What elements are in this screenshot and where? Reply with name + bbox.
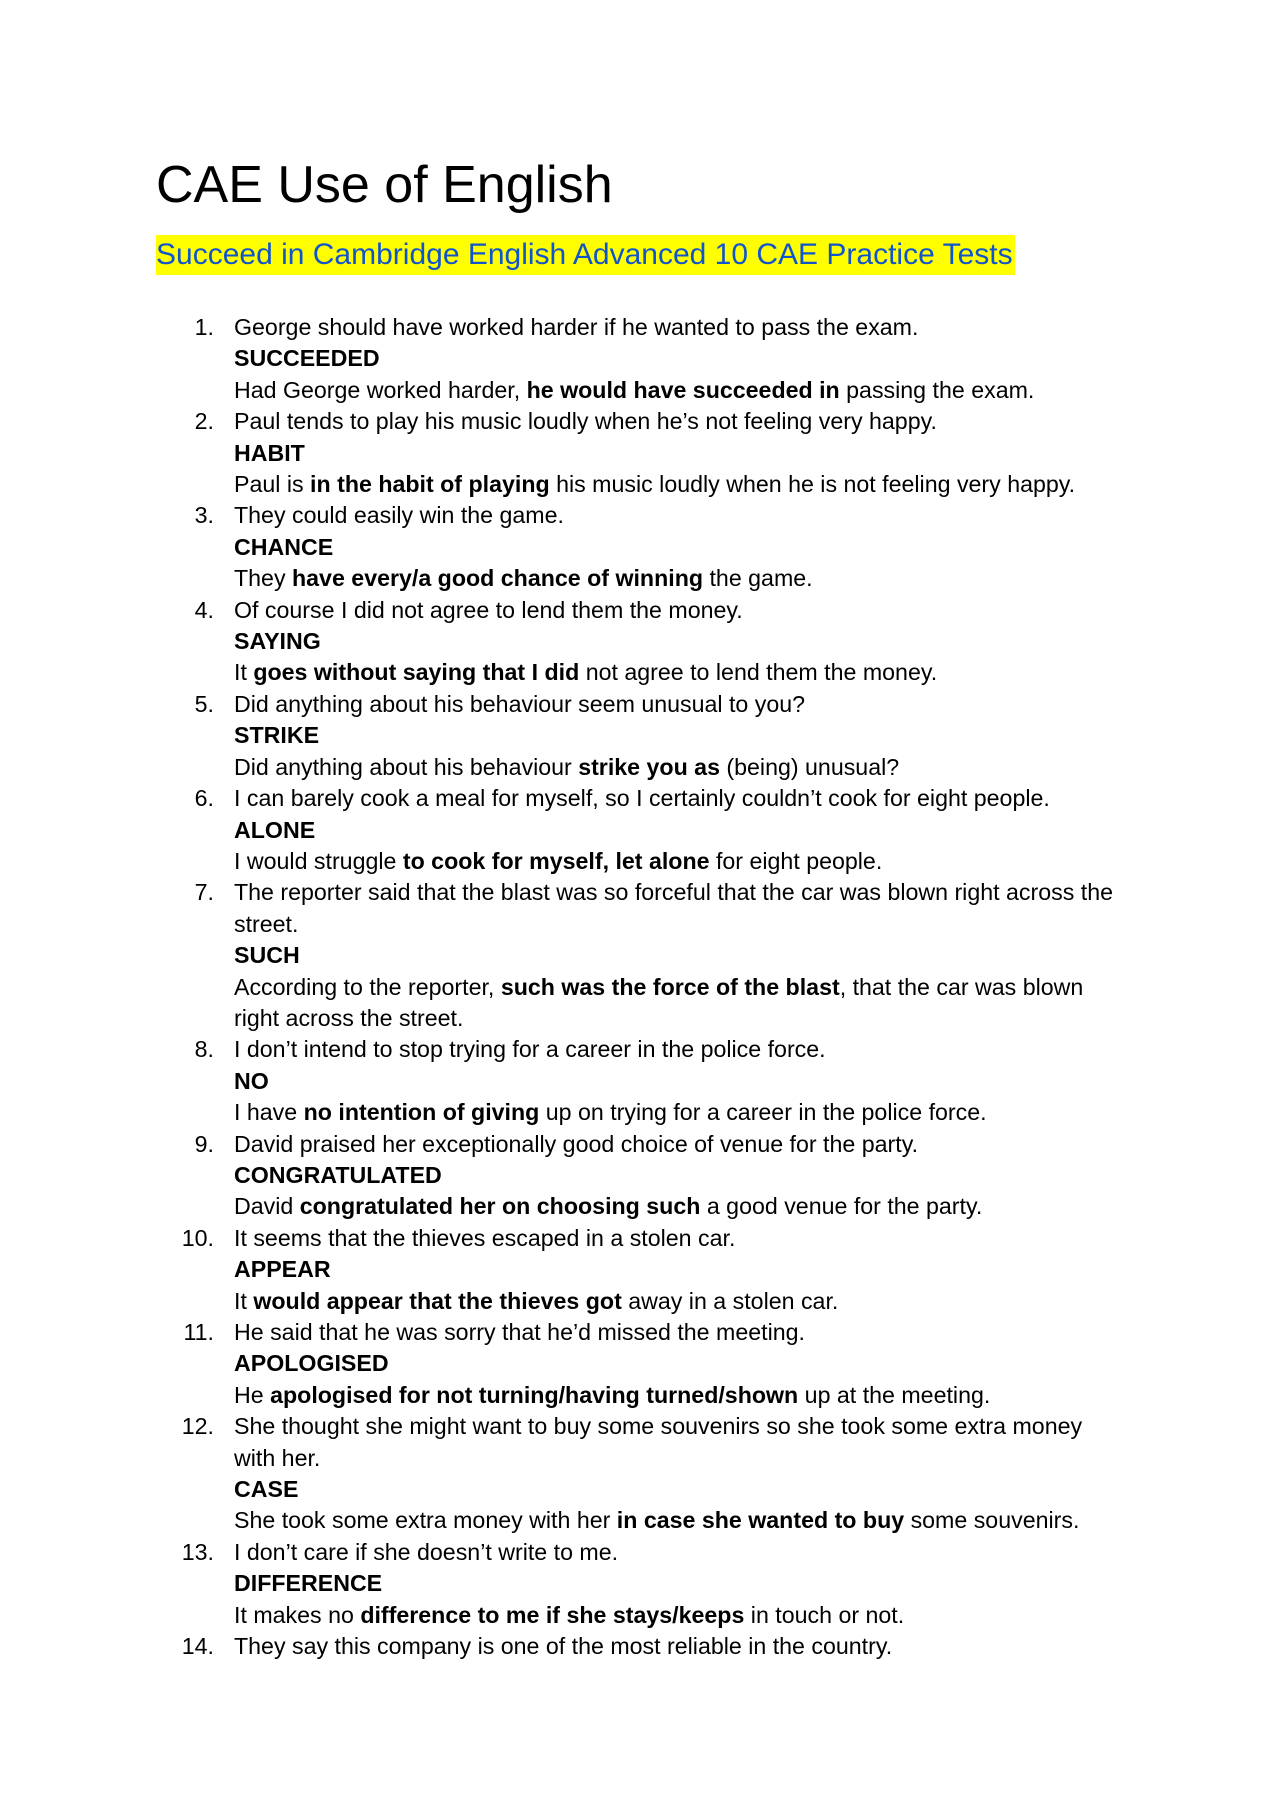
answer-post: away in a stolen car. [621, 1287, 839, 1314]
list-item [156, 406, 1116, 500]
answer-key-phrase: in the habit of playing [310, 471, 550, 498]
answer-key-phrase: he would have succeeded in [526, 376, 840, 403]
item-number: 11. [183, 1319, 214, 1345]
item-keyword: NO [234, 1067, 269, 1094]
answer-key-phrase: apologised for not turning/having turned/shown [270, 1381, 799, 1408]
item-keyword: SUCH [234, 942, 300, 969]
item-number: 1. [194, 314, 214, 340]
item-prompt: They say this company is one of the most reliable in the country. [234, 1633, 893, 1660]
answer-pre: I have [234, 1099, 304, 1126]
item-answer [234, 563, 1116, 594]
answer-post: passing the exam. [839, 376, 1035, 403]
item-number: 3. [194, 502, 214, 529]
item-number: 10. [181, 1224, 214, 1251]
item-prompt: Of course I did not agree to lend them the money. [234, 596, 743, 623]
item-keyword: SUCCEEDED [234, 345, 380, 372]
item-keyword: SAYING [234, 628, 321, 655]
item-number: 8. [194, 1036, 214, 1063]
item-number: 2. [194, 408, 214, 435]
item-answer [234, 1191, 1116, 1222]
answer-post: in touch or not. [744, 1601, 905, 1628]
answer-post: the game. [703, 565, 813, 592]
item-prompt: Did anything about his behaviour seem unusual to you? [234, 690, 806, 717]
document-subtitle: Succeed in Cambridge English Advanced 10 CAE Practice Tests [156, 235, 1015, 275]
item-number: 9. [194, 1130, 214, 1157]
item-answer [234, 1600, 1116, 1631]
answer-pre: Paul is [234, 471, 311, 498]
answer-pre: It [234, 659, 254, 686]
item-prompt: I don’t care if she doesn’t write to me. [234, 1538, 619, 1565]
item-number: 13. [181, 1538, 214, 1565]
list-item [156, 1537, 1116, 1631]
list-item [156, 312, 1116, 406]
answer-key-phrase: in case she wanted to buy [616, 1507, 905, 1534]
item-keyword: HABIT [234, 439, 305, 466]
answer-pre: I would struggle [234, 847, 403, 874]
answer-pre: It [234, 1287, 254, 1314]
item-keyword: CASE [234, 1476, 299, 1503]
answer-key-phrase: to cook for myself, let alone [402, 847, 710, 874]
item-number: 12. [181, 1413, 214, 1440]
answer-post: his music loudly when he is not feeling very happy. [549, 471, 1076, 498]
exercise-list [156, 312, 1116, 1662]
list-item [156, 1223, 1116, 1317]
answer-key-phrase: have every/a good chance of winning [292, 565, 704, 592]
answer-key-phrase: strike you as [578, 753, 720, 780]
list-item [156, 877, 1116, 1034]
item-prompt: Paul tends to play his music loudly when he’s not feeling very happy. [234, 408, 937, 435]
item-answer [234, 657, 1116, 688]
item-keyword: DIFFERENCE [234, 1570, 383, 1597]
answer-key-phrase: no intention of giving [303, 1099, 540, 1126]
list-item [156, 689, 1116, 783]
item-prompt: I don’t intend to stop trying for a career in the police force. [234, 1036, 826, 1063]
list-item [156, 1034, 1116, 1128]
answer-pre: According to the reporter, [234, 973, 501, 1000]
item-prompt: I can barely cook a meal for myself, so I certainly couldn’t cook for eight people. [234, 785, 1050, 812]
item-keyword: STRIKE [234, 722, 320, 749]
item-number: 14. [181, 1633, 214, 1660]
answer-pre: He [234, 1381, 271, 1408]
list-item [156, 783, 1116, 877]
list-item [156, 500, 1116, 594]
list-item [156, 1317, 1116, 1411]
answer-post: some souvenirs. [904, 1507, 1080, 1534]
answer-post: up at the meeting. [798, 1381, 991, 1408]
answer-key-phrase: goes without saying that I did [253, 659, 580, 686]
answer-post: , that the car was blown right across the street. [234, 973, 1084, 1031]
item-answer [234, 469, 1116, 500]
item-keyword: ALONE [234, 816, 316, 843]
answer-post: up on trying for a career in the police force. [539, 1099, 987, 1126]
list-item [156, 1411, 1116, 1537]
item-prompt: They could easily win the game. [234, 502, 564, 529]
item-answer [234, 1097, 1116, 1128]
answer-key-phrase: difference to me if she stays/keeps [360, 1601, 745, 1628]
item-prompt: George should have worked harder if he wanted to pass the exam. [234, 314, 919, 340]
answer-pre: David [234, 1193, 300, 1220]
answer-pre: They [234, 565, 292, 592]
answer-post: a good venue for the party. [700, 1193, 983, 1220]
list-item [156, 595, 1116, 689]
item-answer [234, 375, 1116, 406]
item-answer [234, 846, 1116, 877]
item-prompt: David praised her exceptionally good choice of venue for the party. [234, 1130, 919, 1157]
answer-key-phrase: would appear that the thieves got [253, 1287, 622, 1314]
item-keyword: APPEAR [234, 1256, 331, 1283]
item-number: 5. [194, 690, 214, 717]
item-prompt: It seems that the thieves escaped in a stolen car. [234, 1224, 736, 1251]
answer-pre: Did anything about his behaviour [234, 753, 579, 780]
item-prompt: He said that he was sorry that he’d missed the meeting. [234, 1319, 805, 1345]
item-answer [234, 1380, 1116, 1411]
item-prompt: The reporter said that the blast was so forceful that the car was blown right across the street. [234, 879, 1113, 937]
item-keyword: CHANCE [234, 533, 334, 560]
item-number: 7. [194, 879, 214, 906]
item-number: 4. [194, 596, 214, 623]
list-item [156, 1129, 1116, 1223]
item-prompt: She thought she might want to buy some souvenirs so she took some extra money with her. [234, 1413, 1083, 1471]
item-answer [234, 1286, 1116, 1317]
item-keyword: CONGRATULATED [234, 1161, 442, 1188]
item-answer [234, 752, 1116, 783]
document-title: CAE Use of English [156, 156, 613, 214]
answer-pre: It makes no [234, 1601, 361, 1628]
answer-key-phrase: congratulated her on choosing such [299, 1193, 701, 1220]
item-number: 6. [194, 785, 214, 812]
answer-post: (being) unusual? [719, 753, 900, 780]
answer-post: for eight people. [709, 847, 883, 874]
answer-pre: She took some extra money with her [234, 1507, 617, 1534]
answer-post: not agree to lend them the money. [579, 659, 938, 686]
list-item [156, 1631, 1116, 1662]
answer-key-phrase: such was the force of the blast [500, 973, 840, 1000]
answer-pre: Had George worked harder, [234, 376, 527, 403]
item-answer [234, 1505, 1116, 1536]
item-answer [234, 972, 1116, 1035]
item-keyword: APOLOGISED [234, 1350, 389, 1377]
